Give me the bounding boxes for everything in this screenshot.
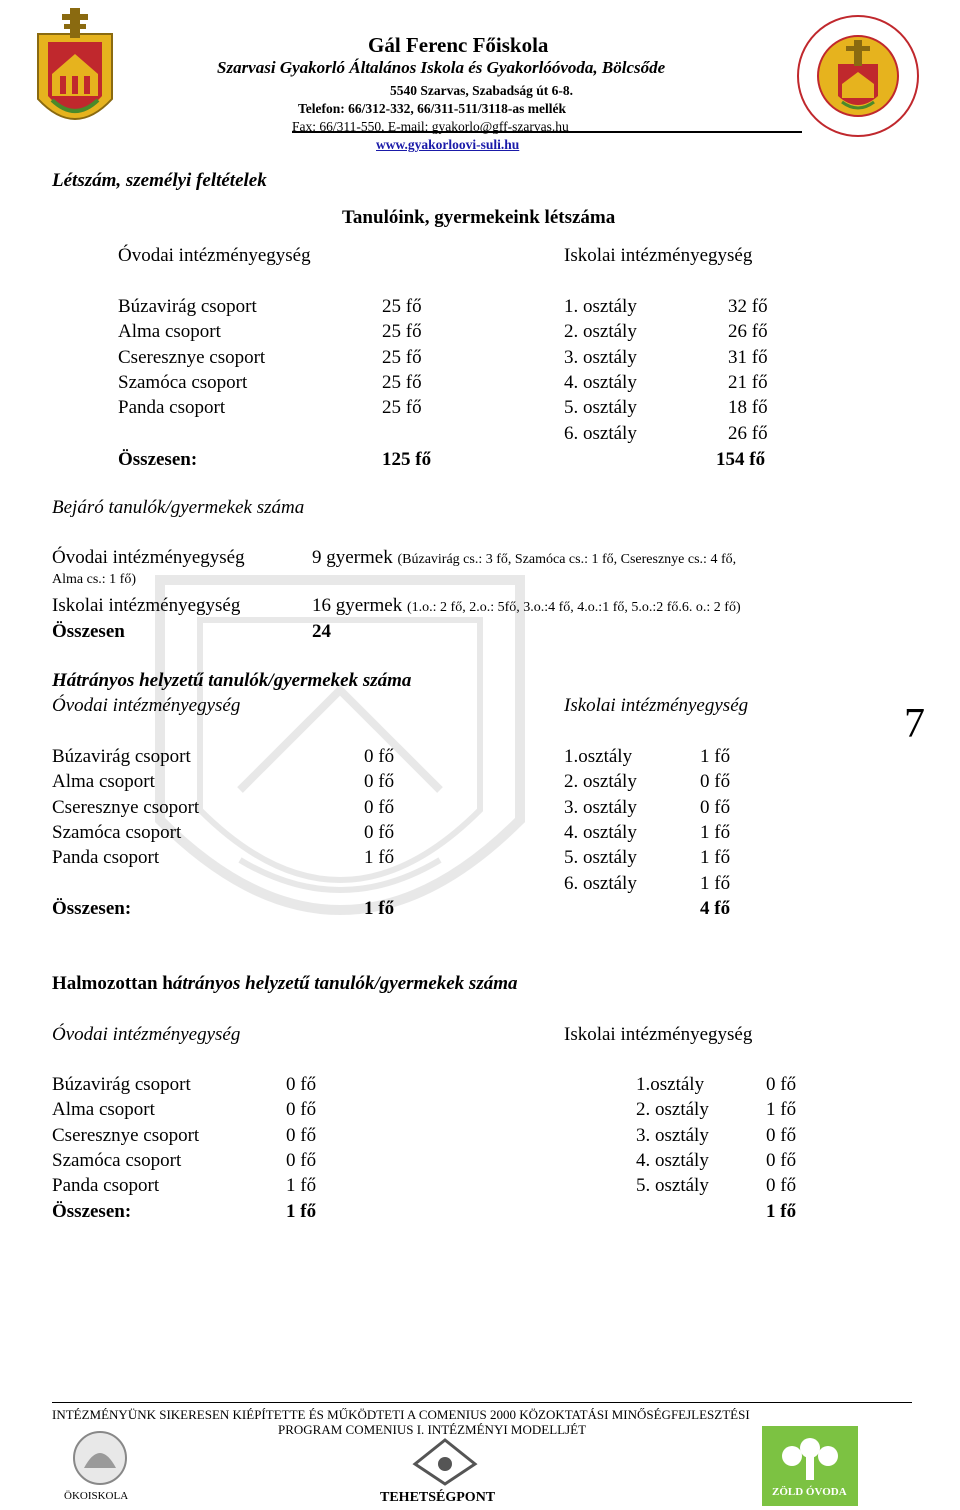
counts-kinder-row-name: Alma csoport bbox=[118, 321, 221, 343]
disadvantaged-school-heading: Iskolai intézményegység bbox=[564, 695, 749, 716]
disadvantaged-kinder-row-name: Búzavirág csoport bbox=[52, 746, 191, 767]
disadvantaged-title: Hátrányos helyzetű tanulók/gyermekek száma bbox=[52, 670, 412, 691]
header-rule bbox=[292, 131, 802, 133]
header-phone: Telefon: 66/312-332, 66/311-511/3118-as mellék bbox=[298, 101, 566, 116]
counts-school-row-value: 21 fő bbox=[728, 371, 768, 393]
commuters-school-label: Iskolai intézményegység bbox=[52, 595, 241, 616]
disadvantaged-kinder-row-value: 0 fő bbox=[364, 771, 395, 793]
disadvantaged-school-row-name: 1.osztály bbox=[564, 746, 633, 767]
cumulative-kinder-heading: Óvodai intézményegység bbox=[52, 1024, 241, 1045]
counts-school-row-value: 26 fő bbox=[728, 422, 768, 444]
counts-kinder-row-name: Cseresznye csoport bbox=[118, 346, 266, 368]
right-school-seal bbox=[796, 14, 920, 138]
cumulative-kinder-row-value: 0 fő bbox=[286, 1074, 317, 1095]
disadvantaged-kinder-row-value: 0 fő bbox=[364, 821, 395, 843]
cumulative-school-row-value: 0 fő bbox=[766, 1124, 797, 1146]
counts-school-row-name: 3. osztály bbox=[564, 346, 637, 368]
counts-kinder-row-name: Szamóca csoport bbox=[118, 371, 248, 393]
disadvantaged-school-row-name: 3. osztály bbox=[564, 796, 637, 818]
cumulative-school-row-name: 1.osztály bbox=[636, 1074, 705, 1095]
disadvantaged-kinder-row-value: 1 fő bbox=[364, 847, 395, 869]
disadvantaged-kinder-row-name: Cseresznye csoport bbox=[52, 796, 200, 818]
cumulative-kinder-row-value: 1 fő bbox=[286, 1175, 317, 1197]
commuters-school-detail: (1.o.: 2 fő, 2.o.: 5fő, 3.o.:4 fő, 4.o.:1 fő, 5.o.:2 fő.6. o.: 2 fő) bbox=[406, 600, 741, 615]
disadvantaged-kinder-row-name: Szamóca csoport bbox=[52, 821, 182, 843]
counts-school-row-name: 4. osztály bbox=[564, 371, 637, 393]
disadvantaged-school-row-name: 6. osztály bbox=[564, 872, 637, 894]
counts-school-row-name: 2. osztály bbox=[564, 321, 637, 343]
cumulative-kinder-row-value: 0 fő bbox=[286, 1099, 317, 1121]
zold-ovoda-logo bbox=[762, 1426, 858, 1506]
footer-line2: PROGRAM COMENIUS I. INTÉZMÉNYI MODELLJÉT bbox=[278, 1422, 587, 1437]
counts-kinder-row-value: 25 fő bbox=[382, 371, 422, 393]
disadvantaged-total-label: Összesen: bbox=[52, 898, 132, 919]
cumulative-school-row-value: 0 fő bbox=[766, 1175, 797, 1197]
cumulative-title-bold: Halmozottan h bbox=[52, 973, 173, 994]
disadvantaged-school-row-value: 1 fő bbox=[700, 847, 731, 869]
cumulative-kinder-row-value: 0 fő bbox=[286, 1124, 317, 1146]
counts-school-row-name: 5. osztály bbox=[564, 397, 637, 419]
counts-kinder-row-value: 25 fő bbox=[382, 397, 422, 419]
disadvantaged-kinder-row-name: Alma csoport bbox=[52, 771, 155, 793]
counts-kinder-heading: Óvodai intézményegység bbox=[118, 245, 311, 266]
cumulative-kinder-total: 1 fő bbox=[286, 1201, 317, 1222]
commuters-kinder-label: Óvodai intézményegység bbox=[52, 547, 245, 568]
commuters-kinder-detail-cont: Alma cs.: 1 fő) bbox=[52, 572, 136, 587]
cumulative-school-row-value: 0 fő bbox=[766, 1074, 797, 1095]
disadvantaged-school-row-name: 2. osztály bbox=[564, 771, 637, 793]
zold-ovoda-logo-text: ZÖLD ÓVODA bbox=[772, 1486, 847, 1498]
disadvantaged-school-row-value: 1 fő bbox=[700, 821, 731, 843]
cumulative-school-total: 1 fő bbox=[766, 1201, 797, 1222]
counts-school-heading: Iskolai intézményegység bbox=[564, 245, 753, 266]
header-subtitle: Szarvasi Gyakorló Általános Iskola és Gyakorlóóvoda, Bölcsőde bbox=[217, 58, 666, 77]
disadvantaged-kinder-heading: Óvodai intézményegység bbox=[52, 695, 241, 716]
okoiskola-logo-text: ÖKOISKOLA bbox=[64, 1490, 129, 1502]
cumulative-total-label: Összesen: bbox=[52, 1201, 132, 1222]
counts-kinder-row-value: 25 fő bbox=[382, 296, 422, 317]
counts-title: Tanulóink, gyermekeink létszáma bbox=[342, 207, 616, 228]
cumulative-kinder-row-value: 0 fő bbox=[286, 1149, 317, 1171]
counts-school-row-value: 32 fő bbox=[728, 296, 768, 317]
header-address: 5540 Szarvas, Szabadság út 6-8. bbox=[390, 83, 574, 98]
commuters-kinder-count-value: 9 gyermek bbox=[312, 547, 393, 568]
cumulative-school-row-value: 1 fő bbox=[766, 1099, 797, 1121]
counts-school-total: 154 fő bbox=[716, 449, 766, 470]
cumulative-kinder-row-name: Panda csoport bbox=[52, 1175, 160, 1197]
header-fax: Fax: 66/311-550, E-mail: gyakorlo@gff-szarvas.hu bbox=[292, 119, 569, 134]
tehetsegpont-logo bbox=[380, 1436, 510, 1506]
disadvantaged-school-total: 4 fő bbox=[700, 898, 731, 919]
watermark-crest bbox=[130, 560, 550, 980]
disadvantaged-school-row-value: 0 fő bbox=[700, 796, 731, 818]
counts-kinder-row-name: Panda csoport bbox=[118, 397, 226, 419]
counts-total-label: Összesen: bbox=[118, 449, 198, 470]
cumulative-kinder-row-name: Cseresznye csoport bbox=[52, 1124, 200, 1146]
header-website-link[interactable]: www.gyakorloovi-suli.hu bbox=[376, 137, 520, 152]
counts-school-row-value: 18 fő bbox=[728, 397, 768, 419]
disadvantaged-kinder-row-value: 0 fő bbox=[364, 746, 395, 767]
counts-school-row-name: 1. osztály bbox=[564, 296, 637, 317]
counts-kinder-row-value: 25 fő bbox=[382, 346, 422, 368]
commuters-kinder-detail: (Búzavirág cs.: 3 fő, Szamóca cs.: 1 fő, Cseresznye cs.: 4 fő, bbox=[397, 552, 737, 567]
cumulative-school-row-name: 3. osztály bbox=[636, 1124, 709, 1146]
disadvantaged-school-row-value: 1 fő bbox=[700, 746, 731, 767]
footer-line1: INTÉZMÉNYÜNK SIKERESEN KIÉPÍTETTE ÉS MŰKÖDTETI A COMENIUS 2000 KÖZOKTATÁSI MINŐSÉGFEJLESZTÉSI bbox=[52, 1407, 750, 1422]
disadvantaged-kinder-row-value: 0 fő bbox=[364, 796, 395, 818]
cumulative-school-row-value: 0 fő bbox=[766, 1149, 797, 1171]
disadvantaged-school-row-name: 4. osztály bbox=[564, 821, 637, 843]
disadvantaged-school-row-name: 5. osztály bbox=[564, 847, 637, 869]
commuters-total-label: Összesen bbox=[52, 621, 125, 642]
cumulative-school-row-name: 5. osztály bbox=[636, 1175, 709, 1197]
disadvantaged-school-row-value: 1 fő bbox=[700, 872, 731, 894]
okoiskola-logo bbox=[60, 1428, 140, 1504]
counts-school-row-value: 31 fő bbox=[728, 346, 768, 368]
counts-kinder-row-name: Búzavirág csoport bbox=[118, 296, 257, 317]
cumulative-school-row-name: 4. osztály bbox=[636, 1149, 709, 1171]
section-title: Létszám, személyi feltételek bbox=[52, 170, 267, 191]
cumulative-school-row-name: 2. osztály bbox=[636, 1099, 709, 1121]
counts-school-row-name: 6. osztály bbox=[564, 422, 637, 444]
cumulative-kinder-row-name: Szamóca csoport bbox=[52, 1149, 182, 1171]
commuters-title: Bejáró tanulók/gyermekek száma bbox=[52, 497, 305, 518]
cumulative-title bbox=[52, 972, 518, 996]
disadvantaged-school-row-value: 0 fő bbox=[700, 771, 731, 793]
left-school-logo bbox=[34, 4, 116, 136]
counts-kinder-row-value: 25 fő bbox=[382, 321, 422, 343]
cumulative-school-heading: Iskolai intézményegység bbox=[564, 1024, 753, 1045]
cumulative-kinder-row-name: Alma csoport bbox=[52, 1099, 155, 1121]
counts-school-row-value: 26 fő bbox=[728, 321, 768, 343]
counts-kinder-total: 125 fő bbox=[382, 449, 432, 470]
disadvantaged-kinder-row-name: Panda csoport bbox=[52, 847, 160, 869]
tehetsegpont-logo-text: TEHETSÉGPONT bbox=[380, 1490, 496, 1505]
disadvantaged-kinder-total: 1 fő bbox=[364, 898, 395, 919]
header-title: Gál Ferenc Főiskola bbox=[368, 33, 549, 57]
commuters-total-value: 24 bbox=[312, 621, 331, 642]
cumulative-kinder-row-name: Búzavirág csoport bbox=[52, 1074, 191, 1095]
page-number: 7 bbox=[904, 701, 925, 747]
commuters-school-count-value: 16 gyermek bbox=[312, 595, 403, 616]
cumulative-title-italic: átrányos helyzetű tanulók/gyermekek száma bbox=[172, 973, 518, 994]
footer-rule bbox=[52, 1402, 912, 1403]
